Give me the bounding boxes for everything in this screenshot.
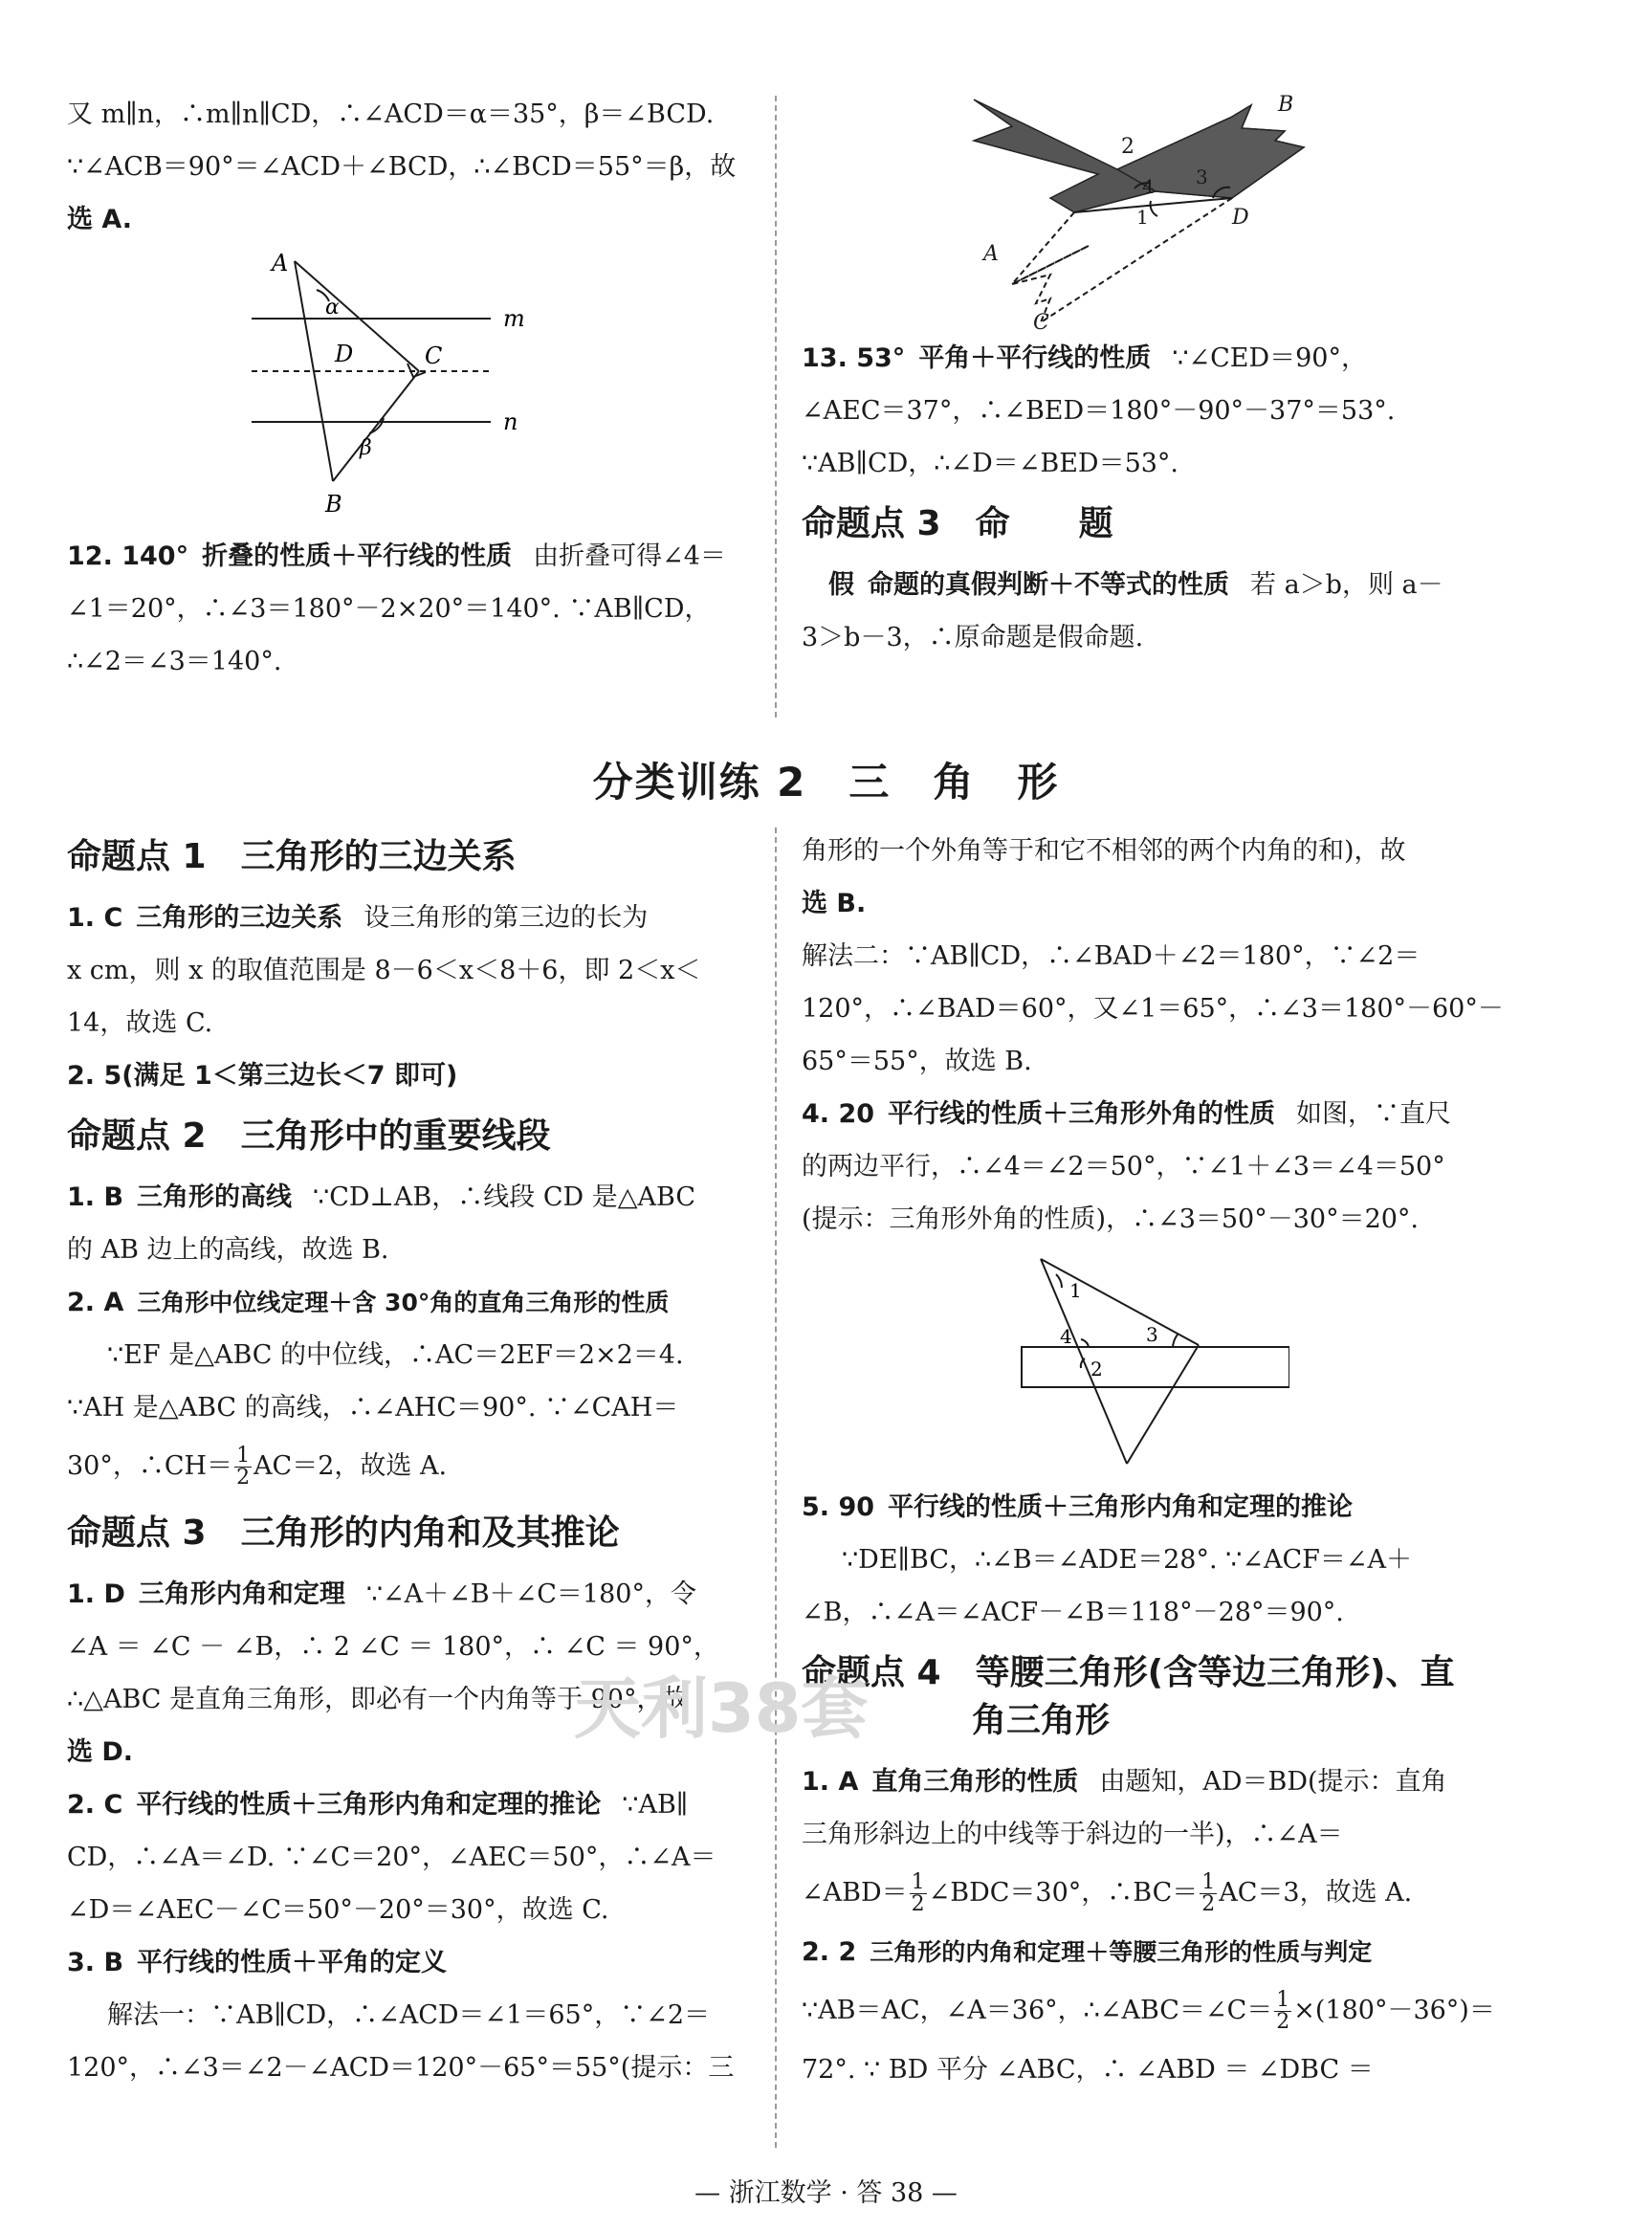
- label-alpha: α: [324, 296, 340, 320]
- q12-number: 12. 140°: [67, 541, 189, 571]
- text-line: 由题知，AD＝BD(提示：直角: [1099, 1767, 1447, 1797]
- section-heading: 命题点 3 三角形的内角和及其推论: [67, 1513, 620, 1553]
- fraction-one-half: $\frac{1}{2}$: [1276, 1988, 1290, 2034]
- text-line: ∵∠CED＝90°，: [1172, 343, 1367, 373]
- text-line: 又 m∥n，∴m∥n∥CD，∴∠ACD＝α＝35°，β＝∠BCD.: [67, 99, 715, 129]
- parallel-lines-triangle-figure: [247, 252, 572, 524]
- label-B: B: [1278, 93, 1294, 117]
- knowledge-point: 三角形中位线定理＋含 30°角的直角三角形的性质: [137, 1289, 670, 1316]
- answer-number: 3. B: [67, 1948, 124, 1977]
- label-D: D: [334, 341, 353, 367]
- knowledge-point: 三角形内角和定理: [138, 1579, 345, 1609]
- q12-line: [67, 530, 751, 583]
- label-beta: β: [359, 436, 372, 460]
- jia-answer: 假: [828, 570, 854, 600]
- text-line: ∵CD⊥AB，∴线段 CD 是△ABC: [313, 1182, 695, 1212]
- answer-number: 1. C: [67, 903, 123, 933]
- jia-line: [802, 559, 1490, 611]
- q13-knowledge-point: 平角＋平行线的性质: [918, 343, 1152, 373]
- page-footer: — 浙江数学 · 答 38 —: [694, 2178, 958, 2208]
- text-line: 2. 5(满足 1＜第三边长＜7 即可): [67, 1061, 458, 1091]
- knowledge-point: 平行线的性质＋三角形内角和定理的推论: [888, 1492, 1354, 1522]
- top-left-column: [67, 88, 751, 688]
- label-2: 2: [1121, 135, 1134, 159]
- text-line: AC＝3，故选 A.: [1219, 1878, 1413, 1908]
- label-D: D: [1232, 206, 1249, 230]
- answer-number: 1. A: [802, 1767, 859, 1797]
- text-line: 解法一：∵AB∥CD，∴∠ACD＝∠1＝65°，∵∠2＝: [107, 2000, 711, 2030]
- text-line: 的两边平行，∴∠4＝∠2＝50°，∵∠1＋∠3＝∠4＝50°: [802, 1152, 1445, 1181]
- folded-strip-figure: [945, 88, 1328, 332]
- text-line: 120°，∴∠3＝∠2－∠ACD＝120°－65°＝55°(提示：三: [67, 2053, 735, 2083]
- text-line: 65°＝55°，故选 B.: [802, 1047, 1032, 1076]
- text-line: (提示：三角形外角的性质)，∴∠3＝50°－30°＝20°.: [802, 1204, 1420, 1234]
- section-heading-cont: 角三角形: [972, 1701, 1111, 1740]
- answer-number: 4. 20: [802, 1099, 875, 1129]
- text-line: ∠A ＝ ∠C － ∠B，∴ 2 ∠C ＝ 180°，∴ ∠C ＝ 90°，: [67, 1632, 719, 1662]
- text-line: ∠B，∴∠A＝∠ACF－∠B＝118°－28°＝90°.: [802, 1598, 1344, 1627]
- text-line: 若 a＞b，则 a－: [1250, 570, 1443, 600]
- text-line: ×(180°－36°)＝: [1293, 1996, 1495, 2025]
- text-line: ∠BDC＝30°，∴BC＝: [928, 1878, 1199, 1908]
- text-line: 选 A.: [67, 205, 133, 234]
- fraction-one-half: $\frac{1}{2}$: [236, 1444, 251, 1490]
- text-line: ∠AEC＝37°，∴∠BED＝180°－90°－37°＝53°.: [802, 396, 1396, 426]
- section-heading: 命题点 3 命 题: [802, 504, 1113, 543]
- chapter-title: 分类训练 2 三 角 形: [592, 759, 1060, 806]
- knowledge-point: 三角形的内角和定理＋等腰三角形的性质与判定: [870, 1938, 1373, 1966]
- text-line: x cm，则 x 的取值范围是 8－6＜x＜8＋6，即 2＜x＜: [67, 956, 701, 985]
- text-line: ∵∠ACB＝90°＝∠ACD＋∠BCD，∴∠BCD＝55°＝β，故: [67, 152, 737, 182]
- text-line: ∵AH 是△ABC 的高线，∴∠AHC＝90°. ∵∠CAH＝: [67, 1393, 679, 1423]
- section-heading: 命题点 1 三角形的三边关系: [67, 837, 517, 876]
- label-A: A: [983, 242, 999, 266]
- answer-number: 5. 90: [802, 1492, 875, 1522]
- text-line: 的 AB 边上的高线，故选 B.: [67, 1235, 389, 1265]
- section-heading: 命题点 2 三角形中的重要线段: [67, 1116, 551, 1156]
- text-line: 如图，∵直尺: [1296, 1099, 1452, 1129]
- answer-number: 2. C: [67, 1790, 123, 1820]
- label-C: C: [424, 342, 442, 369]
- label-2: 2: [1090, 1358, 1103, 1380]
- q13-line: [802, 332, 1490, 385]
- fraction-one-half: $\frac{1}{2}$: [1201, 1870, 1216, 1916]
- text-line: ∴∠2＝∠3＝140°.: [67, 647, 282, 676]
- label-A: A: [271, 252, 288, 276]
- text-line: ∴△ABC 是直角三角形，即必有一个内角等于 90°，故: [67, 1685, 689, 1714]
- knowledge-point: 直角三角形的性质: [871, 1767, 1079, 1797]
- q12-knowledge-point: 折叠的性质＋平行线的性质: [202, 541, 513, 571]
- answer-number: 2. A: [67, 1288, 124, 1317]
- label-3: 3: [1196, 166, 1208, 188]
- label-1: 1: [1136, 206, 1149, 229]
- label-C: C: [1033, 311, 1049, 332]
- text-line: 3＞b－3，∴原命题是假命题.: [802, 623, 1144, 652]
- text-line: 设三角形的第三边的长为: [363, 903, 649, 933]
- knowledge-point: 平行线的性质＋三角形内角和定理的推论: [136, 1790, 602, 1820]
- column-divider-bottom: [775, 828, 777, 2148]
- text-line: ∵EF 是△ABC 的中位线，∴AC＝2EF＝2×2＝4.: [107, 1340, 684, 1370]
- text-line: 解法二：∵AB∥CD，∴∠BAD＋∠2＝180°，∵∠2＝: [802, 941, 1421, 971]
- text-line: ∵∠A＋∠B＋∠C＝180°，令: [365, 1579, 696, 1609]
- label-B: B: [324, 491, 342, 518]
- svg-text:天利38套: 天利38套: [574, 1669, 869, 1748]
- jia-knowledge-point: 命题的真假判断＋不等式的性质: [868, 570, 1229, 600]
- text-line: 72°. ∵ BD 平分 ∠ABC，∴ ∠ABD ＝ ∠DBC ＝: [802, 2055, 1374, 2085]
- bottom-right-column: [802, 823, 1504, 2096]
- text-line: 选 D.: [67, 1737, 134, 1767]
- bottom-left-column: [67, 823, 751, 2094]
- text-line: 30°，∴CH＝: [67, 1451, 233, 1481]
- text-line: ∵AB＝AC，∠A＝36°，∴∠ABC＝∠C＝: [802, 1996, 1273, 2025]
- top-right-column: [802, 88, 1490, 664]
- text-line: ∵AB∥CD，∴∠D＝∠BED＝53°.: [802, 449, 1179, 478]
- fraction-one-half: $\frac{1}{2}$: [911, 1870, 925, 1916]
- knowledge-point: 三角形的高线: [137, 1182, 293, 1212]
- text-line: ∠D＝∠AEC－∠C＝50°－20°＝30°，故选 C.: [67, 1895, 609, 1925]
- label-m: m: [502, 305, 525, 332]
- label-n: n: [502, 408, 518, 435]
- text-line: ∵DE∥BC，∴∠B＝∠ADE＝28°. ∵∠ACF＝∠A＋: [842, 1545, 1412, 1575]
- text-line: ∠ABD＝: [802, 1878, 908, 1908]
- knowledge-point: 平行线的性质＋平角的定义: [137, 1948, 448, 1977]
- answer-number: 1. B: [67, 1182, 124, 1212]
- text-line: 由折叠可得∠4＝: [533, 541, 726, 571]
- text-line: AC＝2，故选 A.: [253, 1451, 448, 1481]
- label-3: 3: [1146, 1323, 1158, 1346]
- column-divider-top: [775, 96, 777, 718]
- label-1: 1: [1069, 1279, 1082, 1302]
- text-line: CD，∴∠A＝∠D. ∵∠C＝20°，∠AEC＝50°，∴∠A＝: [67, 1843, 716, 1872]
- text-line: ∵AB∥: [622, 1790, 689, 1820]
- ruler-triangle-figure: [1002, 1251, 1289, 1471]
- text-line: 角形的一个外角等于和它不相邻的两个内角的和)，故: [802, 836, 1406, 866]
- label-4: 4: [1142, 175, 1155, 198]
- section-heading: 命题点 4 等腰三角形(含等边三角形)、直: [802, 1653, 1455, 1692]
- text-line: 120°，∴∠BAD＝60°，又∠1＝65°，∴∠3＝180°－60°－: [802, 994, 1504, 1024]
- text-line: 选 B.: [802, 889, 867, 918]
- text-line: 14，故选 C.: [67, 1008, 213, 1038]
- text-line: 三角形斜边上的中线等于斜边的一半)，∴∠A＝: [802, 1820, 1343, 1849]
- knowledge-point: 平行线的性质＋三角形外角的性质: [888, 1099, 1276, 1129]
- label-4: 4: [1060, 1325, 1072, 1348]
- knowledge-point: 三角形的三边关系: [136, 903, 343, 933]
- answer-number: 1. D: [67, 1579, 125, 1609]
- q13-number: 13. 53°: [802, 343, 906, 373]
- answer-number: 2. 2: [802, 1937, 857, 1967]
- text-line: ∠1＝20°，∴∠3＝180°－2×20°＝140°. ∵AB∥CD，: [67, 594, 711, 624]
